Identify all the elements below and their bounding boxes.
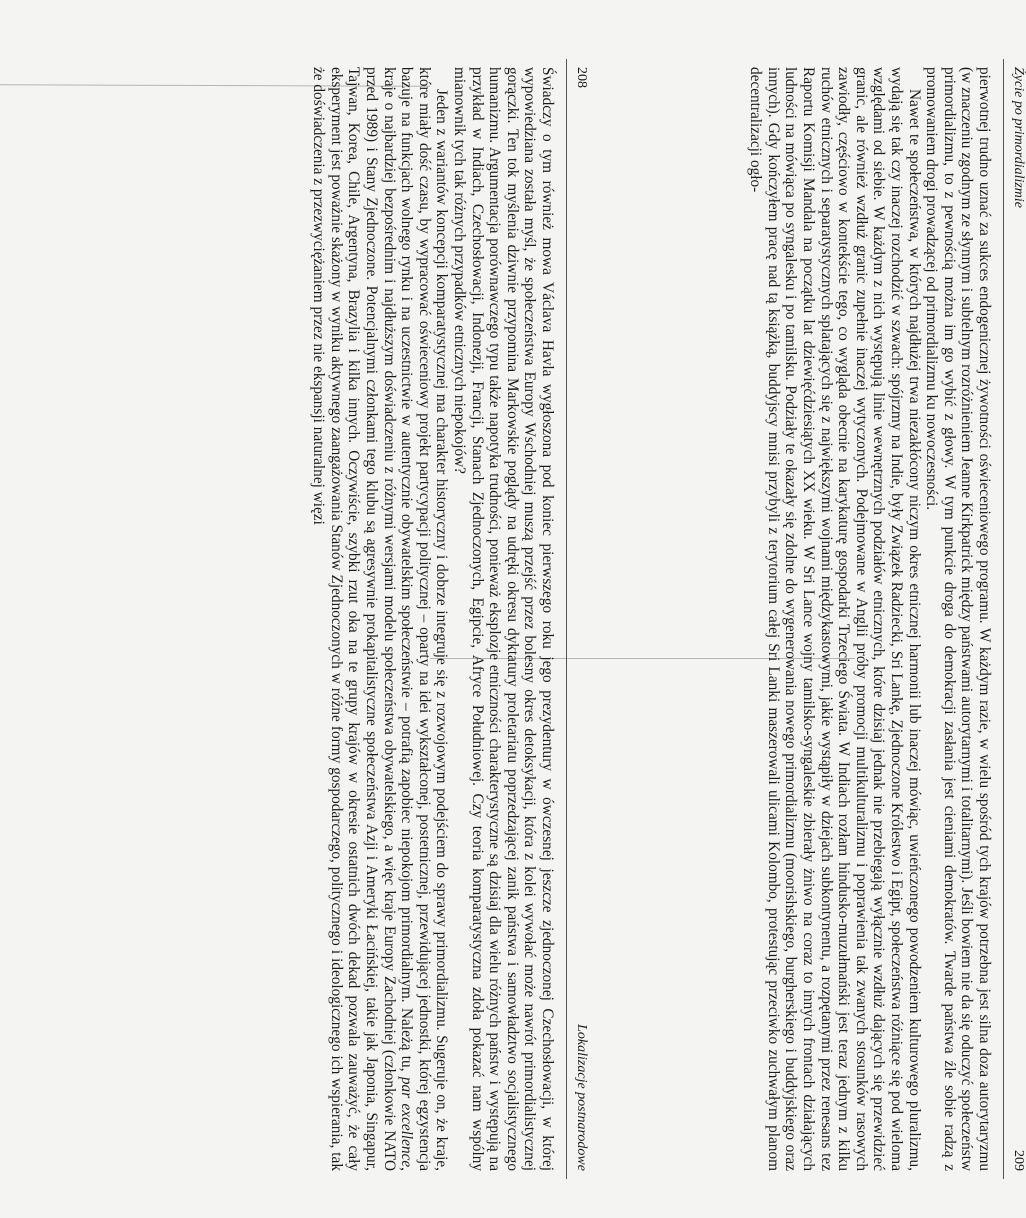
book-page-209 (636, 59, 1026, 1179)
page-number: 208 (574, 67, 589, 88)
running-head (566, 59, 589, 1179)
paragraph: Świadczy o tym również mowa Václava Havla wygłoszona pod koniec pierwszego roku jego prezydentury w ówczesnej jeszcze zjednoczonej Czechosłowacji, w której wypowiedziana została myśl, że społeczeństwa Europy Wschodniej muszą przejść przez bolesny okres detoksykacji, która z kolei wywołać może nawrót primordialistycznej gorączki. Ten tok myślenia dziwnie przypomina Markowskie poglądy na udręki okresu dyktatury proletariatu poprzedzającej zanik państwa i samowładztwo socjalistycznego humanizmu. Argumentacja porównawczego typu także napotyka trudności, ponieważ eksplozje etniczności charakterystyczne są dzisiaj dla wielu różnych państw i występują na przykład w Indiach, Czechosłowacji, Indonezji, Francji, Stanach Zjednoczonych, Egipcie, Afryce Południowej. Czy teoria komparatystyczna zdoła pokazać nam wspólny mianownik tych tak różnych przypadków etnicznych niepokojów? (451, 67, 556, 1171)
running-head (1003, 59, 1026, 1179)
page-number: 209 (1011, 1150, 1026, 1171)
page-body (747, 59, 1003, 1179)
paragraph: Nawet te społeczeństwa, w których najdłużej trwa niezakłócony niczym okres etnicznej harmonii lub inaczej mówiąc, uwieńczonego powodzeniem kulturowego pluralizmu, wydają się tak czy inaczej rozchodzić w szwach: spójrzmy na Indie, były Związek Radziecki, Sri Lankę, Zjednoczone Królestwo i Egipt, społeczeństwa różniące się pod wieloma względami od siebie. W każdym z nich występują linie wewnętrznych podziałów etnicznych, które dzisiaj jednak nie przebiegają wyłącznie wzdłuż dających się przewidzieć granic, ale również wzdłuż granic zupełnie inaczej wytyczonych. Podejmowane w Anglii próby promocji multikulturalizmu i poprawienia tak zwanych stosunków rasowych zawiodły, częściowo w kontekście tego, co wygląda obecnie na karykaturę gospodarki Trzeciego Świata. W Indiach rozłam hindusko-muzułmański jest teraz jednym z kilku ruchów etnicznych i separatystycznych splatających się z największymi wojnami międzykastowymi, jakie wystąpiły w dziejach subkontynentu, a rozpętanymi przez renesans tez Raportu Komisji Mandala na początku lat dziewięćdziesiątych XX wieku. W Sri Lance wojny tamilsko-syngaleskie zbierały żniwo na coraz to innych frontach działających ludności na mówiąca po syngalesku i po tamilsku. Podziały te okazały się zdolne do wygenerowania nowego primordializmu (moorishskiego, burgherskiego i buddyjskiego oraz innych). Gdy kończyłem pracę nad tą książką, buddyjscy mnisi przybyli z terytorium całej Sri Lanki maszerowali ulicami Kolombo, protestując przeciwko zuchwałym planom decentralizacji ogło- (747, 67, 923, 1171)
page-body (310, 59, 566, 1179)
running-title: Lokalizacje postnarodowe (574, 1024, 589, 1171)
paragraph: Jeden z wariantów koncepcji komparatystycznej ma charakter historyczny i dobrze integruje się z rozwojowym podejściem do sprawy primordializmu. Sugeruje on, że kraje, które miały dość czasu, by wypracować oświeceniowy projekt partycypacji politycznej – oparty na idei wykształconej, postetnicznej, przewidującej jednostki, której egzystencja bazuje na funkcjach wolnego rynku i na uczestnictwie w autentycznie obywatelskim społeczeństwie – potrafią zapobiec niepokojom primordialnym. Należą tu, par excellence, kraje o najbardziej bezpośrednim i najdłuższym doświadczeniu z różnymi wersjami modelu społeczeństwa obywatelskiego, a więc kraje Europy Zachodniej (członkowie NATO przed 1989) i Stany Zjednoczone. Potencjalnymi członkami tego klubu są agresywnie prokapitalistyczne społeczeństwa Azji i Ameryki Łacińskiej, takie jak Japonia, Singapur, Tajwan, Korea, Chile, Argentyna, Brazylia i kilka innych. Oczywiście, szybki rzut oka na te grupy krajów w okresie ostatnich dwóch dekad pozwala zauważyć, że cały eksperyment jest poważnie skażony w wyniku aktywnego zaangażowania Stanów Zjednoczonych w różne formy gospodarczego, politycznego i ideologicznego ich wspierania, tak że doświadczenia z przezwyciężaniem przez nie ekspansji naturalnej więzi (310, 67, 451, 1171)
book-page-208 (199, 59, 589, 1179)
paragraph: pierwotnej trudno uznać za sukces endogenicznej żywotności oświeceniowego programu. W każdym razie, w wielu spośród tych krajów potrzebna jest silna doza autorytaryzmu (w znaczeniu zgodnym ze słynnym i subtelnym rozróżnieniem Jeanne Kirkpatrick między państwami autorytarnymi i totalitarnymi). Jeśli bowiem nie da się oduczyć społeczeństw primordializmu, to z pewnością można im go wybić z głowy. W tym punkcie droga do demokracji zasłania jest cieniami demokratów. Twarde państwa źle sobie radzą z promowaniem drogi prowadzącej od primordializmu ku nowoczesności. (923, 67, 993, 1171)
running-title: Życie po primordializmie (1011, 67, 1026, 209)
